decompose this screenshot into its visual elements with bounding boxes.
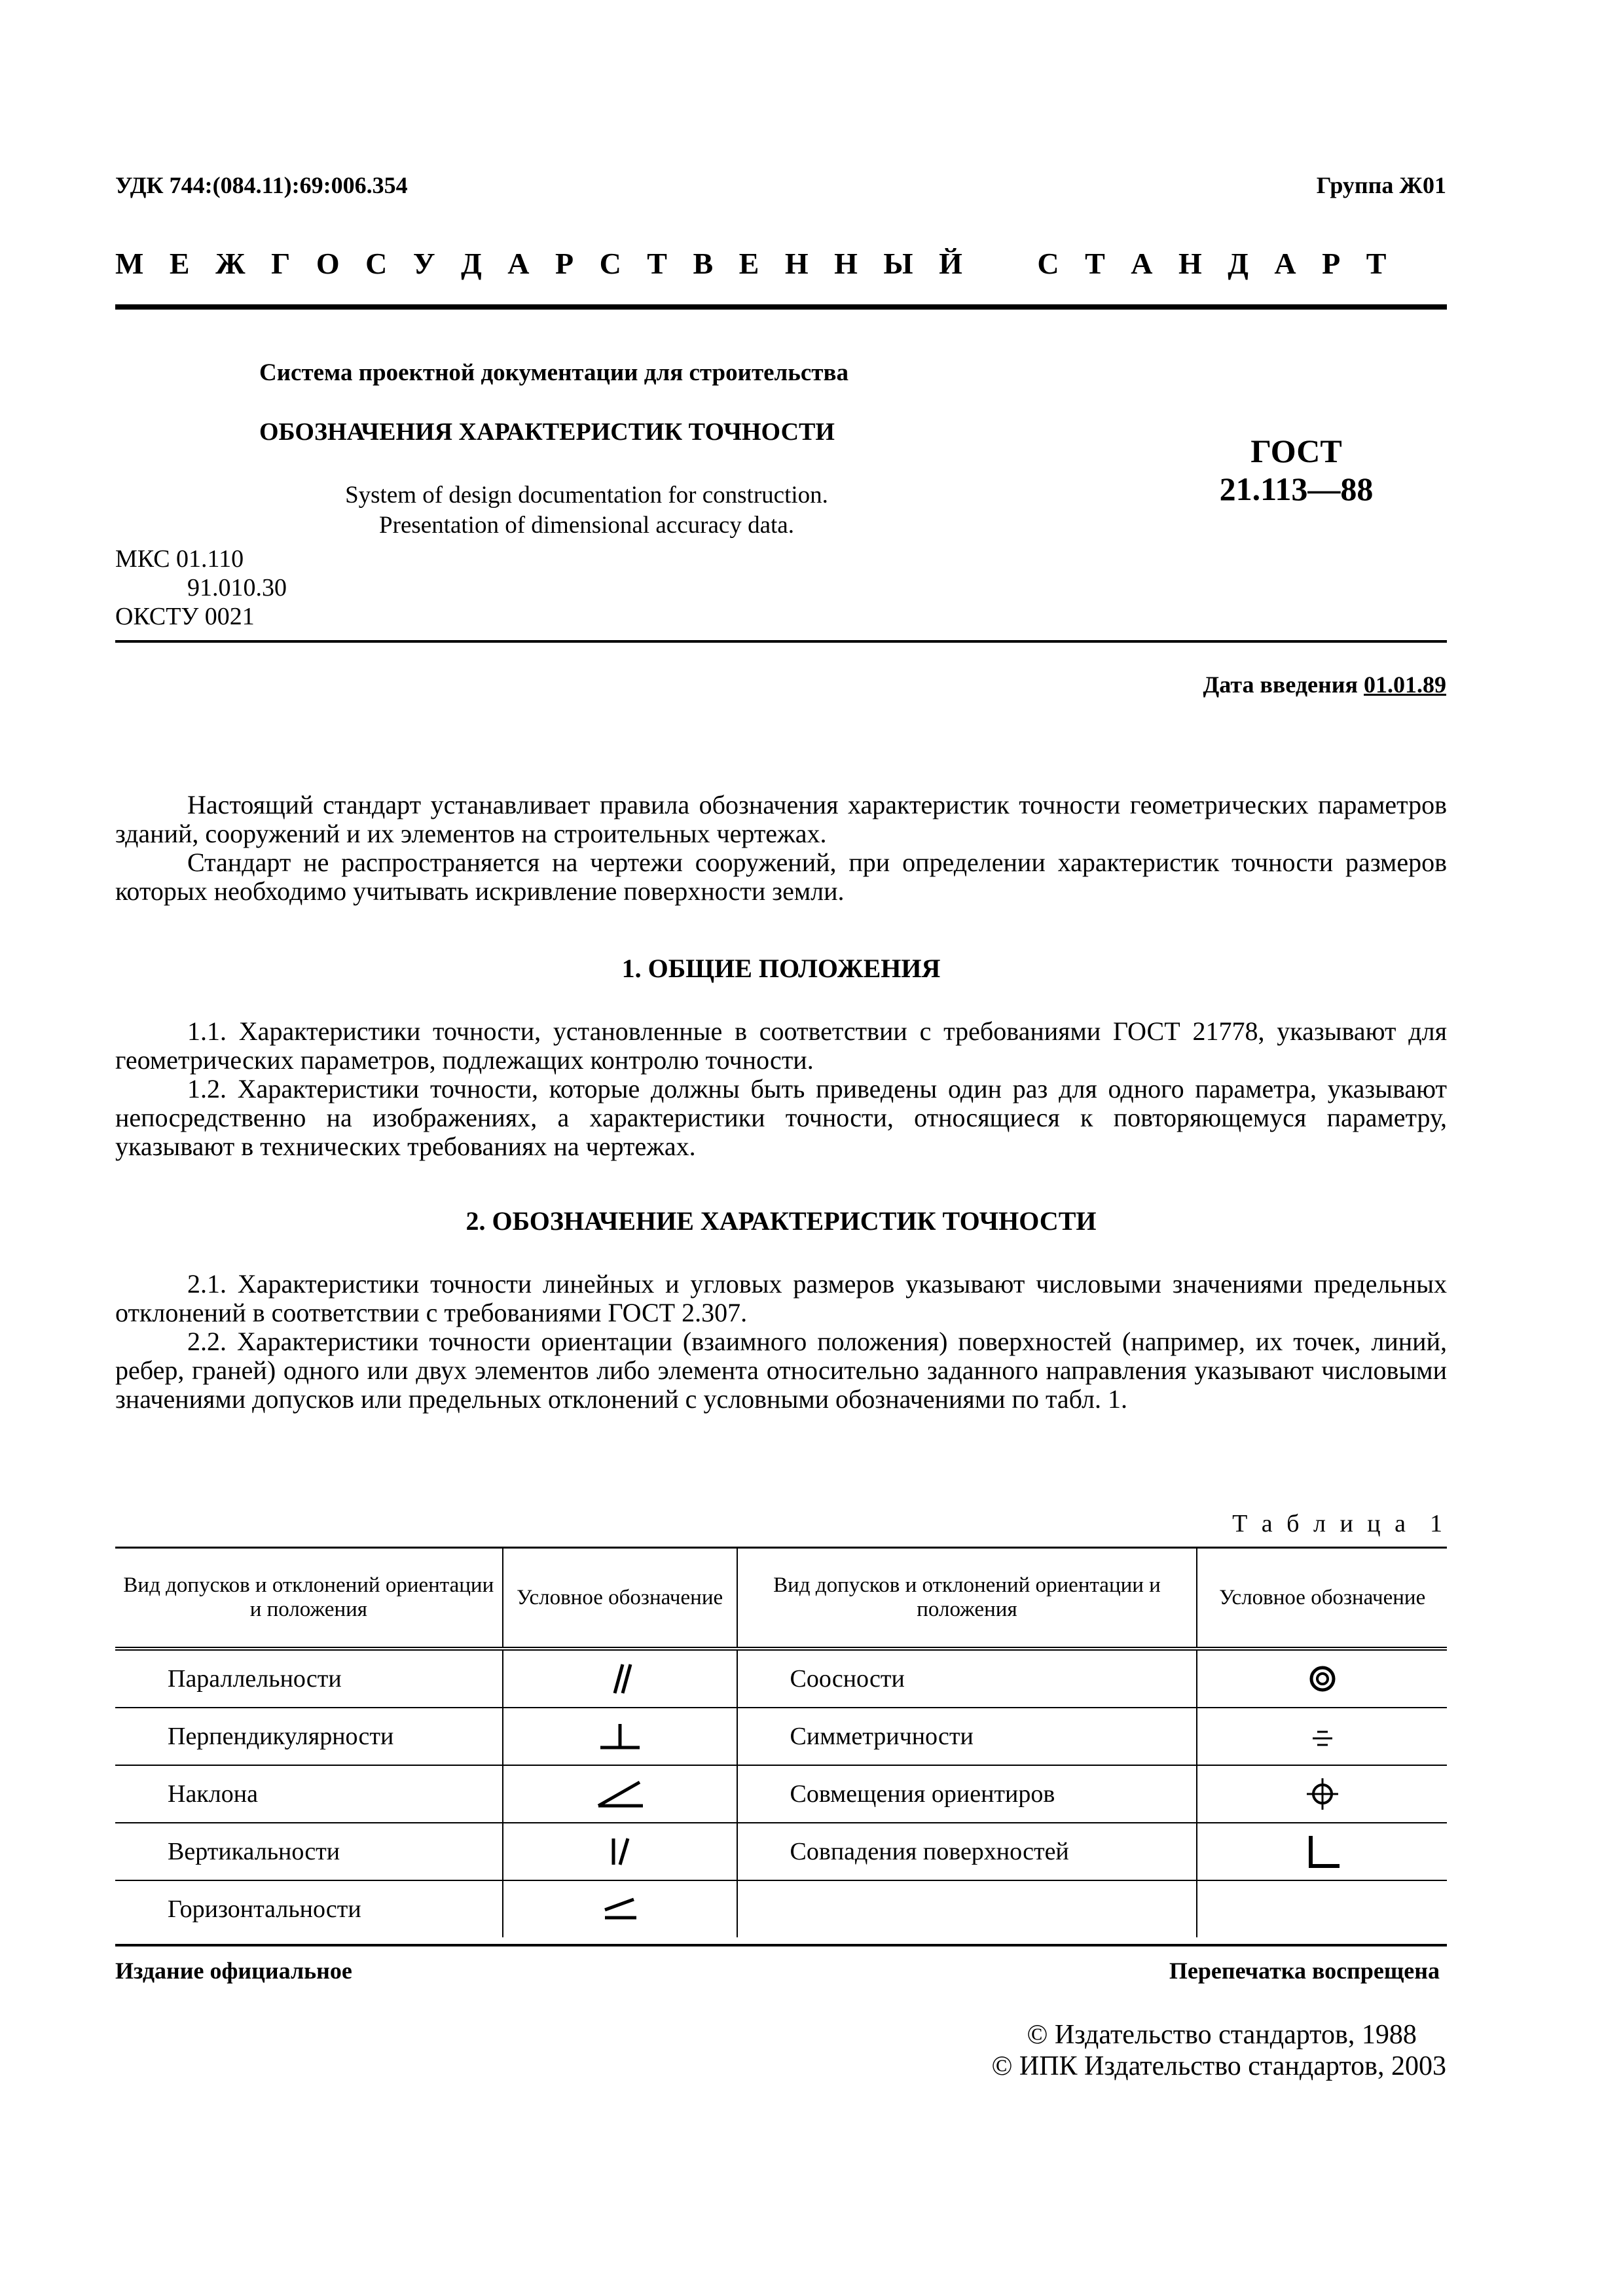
tolerance-symbols-table	[115, 1547, 1447, 1937]
banner-title: М Е Ж Г О С У Д А Р С Т В Е Н Н Ы Й С Т А Н Д А Р Т	[115, 247, 1388, 280]
date-label: Дата введения	[1203, 672, 1358, 698]
header-symbol-right: Условное обозначение	[1197, 1548, 1447, 1649]
coincidence-icon	[1197, 1823, 1447, 1880]
mks-code-2: 91.010.30	[187, 574, 287, 601]
horizontality-icon	[503, 1880, 737, 1937]
angularity-icon	[503, 1765, 737, 1823]
document-title: ОБОЗНАЧЕНИЯ ХАРАКТЕРИСТИК ТОЧНОСТИ	[259, 418, 835, 446]
classification-codes	[115, 545, 287, 631]
section-1-heading: 1. ОБЩИЕ ПОЛОЖЕНИЯ	[621, 954, 941, 983]
footer-rule	[115, 1944, 1447, 1946]
mks-code: МКС 01.110	[115, 545, 244, 573]
table-row	[115, 1708, 1447, 1765]
table-caption: Т а б л и ц а 1	[1232, 1510, 1446, 1537]
section-2-text	[115, 1270, 1447, 1414]
section-1-text	[115, 1017, 1447, 1161]
verticality-icon	[503, 1823, 737, 1880]
gost-number: 21.113—88	[1219, 471, 1374, 507]
title-rule	[115, 640, 1447, 643]
clause-1-1: 1.1. Характеристики точности, установленные в соответствии с требованиями ГОСТ 21778, указывают для геометрических параметров, подлежащих контролю точности.	[115, 1016, 1447, 1075]
tolerance-name: Симметричности	[737, 1708, 1197, 1765]
reprint-note: Перепечатка воспрещена	[1169, 1958, 1440, 1984]
date-value: 01.01.89	[1364, 672, 1446, 698]
section-2-heading: 2. ОБОЗНАЧЕНИЕ ХАРАКТЕРИСТИК ТОЧНОСТИ	[465, 1206, 1097, 1236]
udk-code: УДК 744:(084.11):69:006.354	[115, 172, 408, 198]
table-row	[115, 1880, 1447, 1937]
gost-label: ГОСТ	[1250, 433, 1342, 469]
tolerance-name: Перпендикулярности	[115, 1708, 503, 1765]
english-title-line1: System of design documentation for construction.	[345, 482, 828, 509]
clause-1-2: 1.2. Характеристики точности, которые должны быть приведены один раз для одного параметра, указывают непосредственно на изображениях, а характеристики точности, относящиеся к повторяющемуся параметру, указывают в технических требованиях на чертежах.	[115, 1074, 1447, 1161]
group-code: Группа Ж01	[1316, 172, 1446, 198]
banner-rule	[115, 304, 1447, 310]
table-header-row	[115, 1548, 1447, 1649]
header-type-right: Вид допусков и отклонений ориентации и положения	[737, 1548, 1197, 1649]
parallel-icon	[503, 1649, 737, 1708]
okstu-code: ОКСТУ 0021	[115, 603, 255, 630]
system-title: Система проектной документации для строительства	[259, 359, 848, 386]
tolerance-name: Совпадения поверхностей	[737, 1823, 1197, 1880]
tolerance-name: Вертикальности	[115, 1823, 503, 1880]
empty-cell	[737, 1880, 1197, 1937]
copyright-block	[991, 2019, 1446, 2082]
table-row	[115, 1649, 1447, 1708]
english-title-line2: Presentation of dimensional accuracy data.	[379, 512, 794, 539]
symmetry-icon	[1197, 1708, 1447, 1765]
tolerance-name: Горизонтальности	[168, 1895, 361, 1923]
concentric-icon	[1197, 1649, 1447, 1708]
gost-designation	[1146, 432, 1447, 508]
intro-paragraph-1: Настоящий стандарт устанавливает правила обозначения характеристик точности геометрических параметров зданий, сооружений и их элементов на строительных чертежах.	[115, 790, 1447, 848]
tolerance-name: Соосности	[737, 1649, 1197, 1708]
position-icon	[1197, 1765, 1447, 1823]
intro-paragraph-2: Стандарт не распространяется на чертежи сооружений, при определении характеристик точности размеров которых необходимо учитывать искривление поверхности земли.	[115, 848, 1447, 906]
clause-2-2: 2.2. Характеристики точности ориентации (взаимного положения) поверхностей (например, их точек, линий, ребер, граней) одного или двух элементов либо элемента относительно заданного направления указывают числовыми значениями допусков или предельных отклонений с условными обозначениями по табл. 1.	[115, 1327, 1447, 1414]
introduction-date	[1203, 671, 1447, 698]
intro-text	[115, 791, 1447, 906]
edition-note: Издание официальное	[115, 1958, 352, 1984]
clause-2-1: 2.1. Характеристики точности линейных и угловых размеров указывают числовыми значениями предельных отклонений в соответствии с требованиями ГОСТ 2.307.	[115, 1269, 1447, 1327]
tolerance-name: Совмещения ориентиров	[737, 1765, 1197, 1823]
copyright-1988: © Издательство стандартов, 1988	[1027, 2020, 1417, 2050]
tolerance-name: Параллельности	[115, 1649, 503, 1708]
tolerance-name: Наклона	[115, 1765, 503, 1823]
table-row	[115, 1823, 1447, 1880]
table-row	[115, 1765, 1447, 1823]
header-symbol-left: Условное обозначение	[503, 1548, 737, 1649]
header-type-left: Вид допусков и отклонений ориентации и положения	[115, 1548, 503, 1649]
empty-cell	[1197, 1880, 1447, 1937]
english-title	[259, 480, 914, 541]
copyright-2003: © ИПК Издательство стандартов, 2003	[991, 2051, 1446, 2081]
perpendicular-icon	[503, 1708, 737, 1765]
